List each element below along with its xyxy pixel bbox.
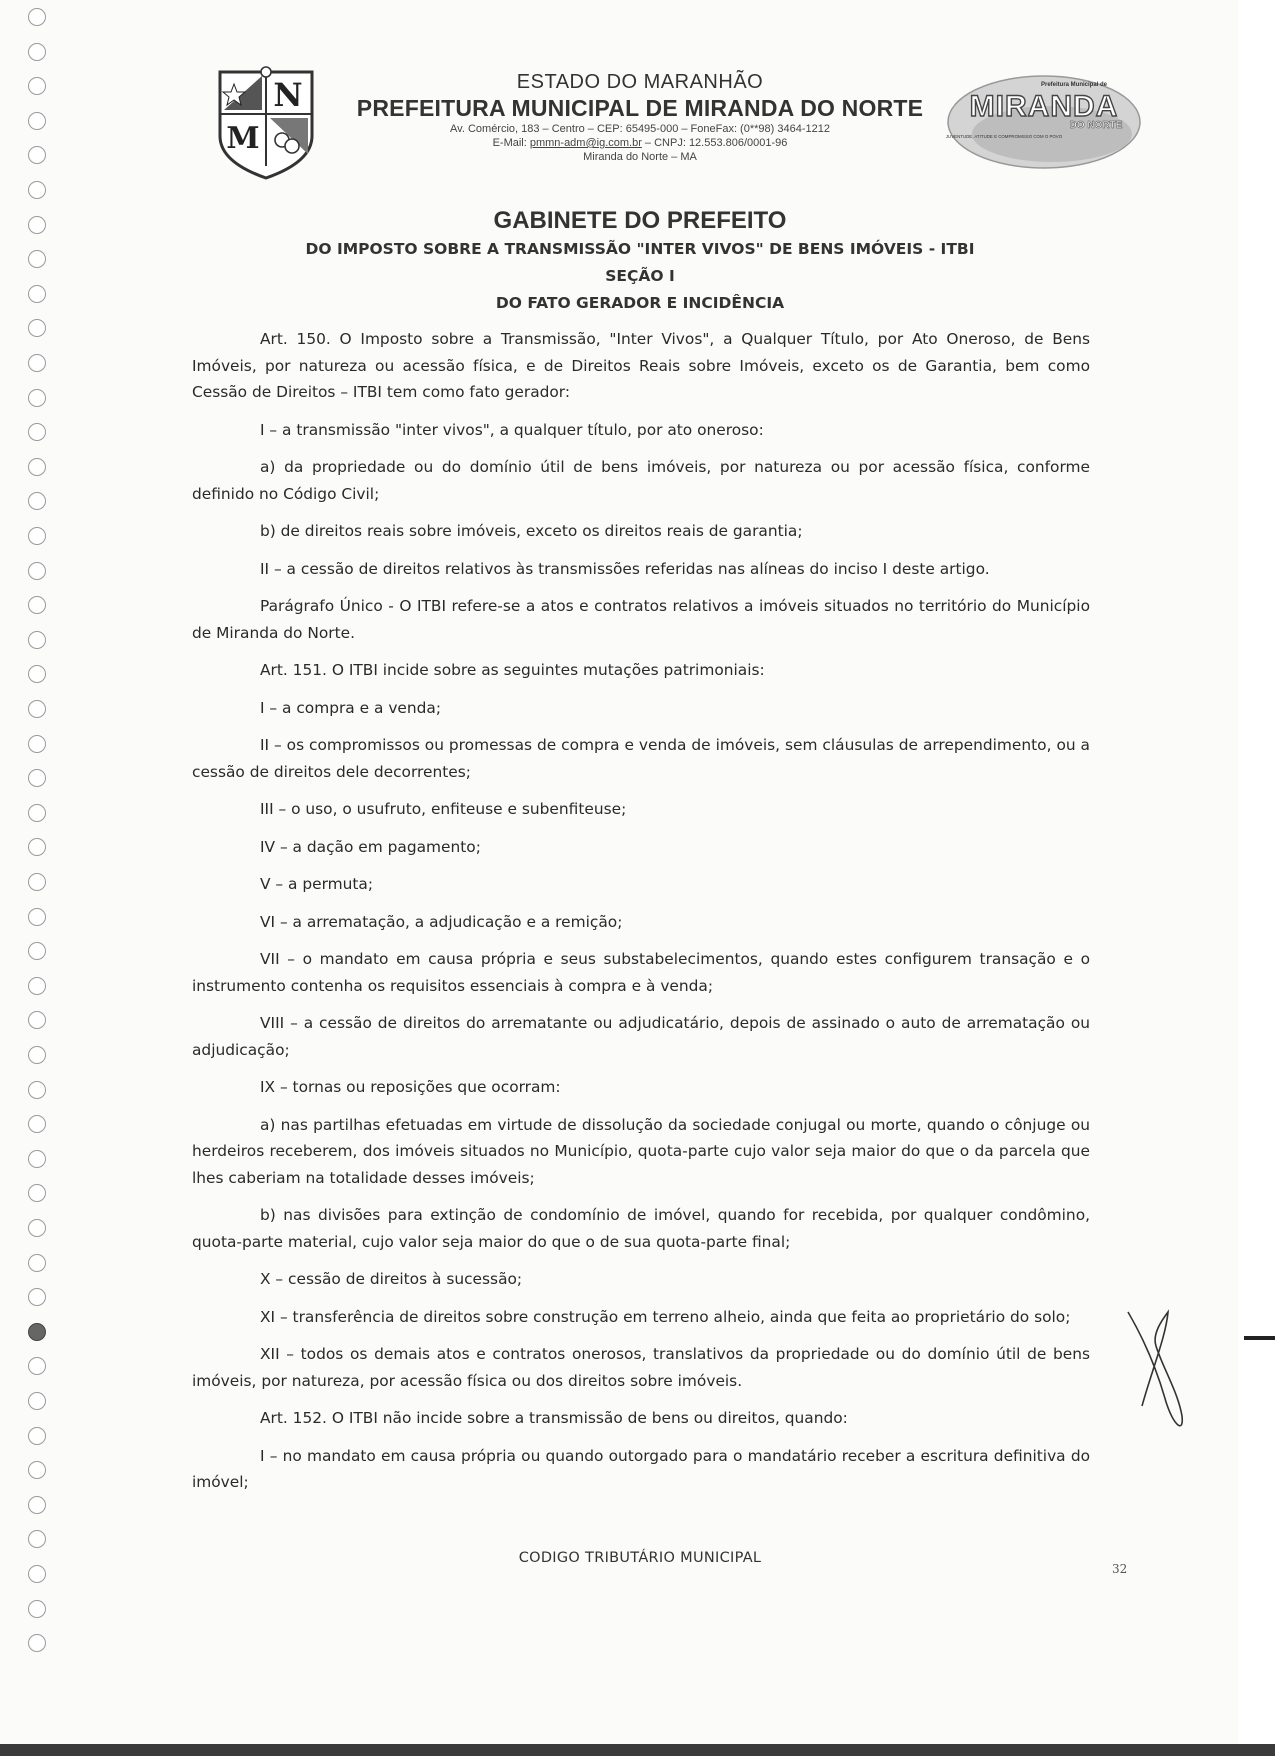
binder-hole: [28, 492, 46, 510]
state-name: ESTADO DO MARANHÃO: [516, 71, 764, 93]
crest-letter-m: M: [226, 121, 260, 156]
binder-hole: [28, 1357, 46, 1375]
paragraph: IV – a dação em pagamento;: [260, 837, 481, 856]
binder-holes: [22, 0, 52, 1756]
brand-tagline: JUVENTUDE, ATITUDE E COMPROMISSO COM O POVO: [945, 134, 1063, 139]
binder-hole: [28, 319, 46, 337]
binder-hole: [28, 804, 46, 822]
binder-hole: [28, 43, 46, 61]
page-number: 32: [1112, 1562, 1128, 1576]
paragraph: V – a permuta;: [260, 875, 374, 893]
binder-hole: [28, 112, 46, 130]
paragraph: a) nas partilhas efetuadas em virtude de dissolução da sociedade conjugal ou morte, quando o cônjuge ou herdeiros receberem, dos imóveis situados no Município, quota-parte cujo valor seja maior do que o da parcela que lhes caberiam na totalidade desses imóveis;: [192, 1115, 1090, 1187]
crest-letter-n: N: [273, 76, 303, 114]
binder-hole: [28, 354, 46, 372]
paragraph: VIII – a cessão de direitos do arrematante ou adjudicatário, depois de assinado o auto de arrematação ou adjudicação;: [192, 1014, 1090, 1059]
paragraph: XII – todos os demais atos e contratos onerosos, translativos da propriedade ou do domínio útil de bens imóveis, por natureza, por acessão física ou dos direitos sobre imóveis.: [192, 1345, 1090, 1390]
binder-hole: [28, 1634, 46, 1652]
binder-hole: [28, 700, 46, 718]
binder-hole: [28, 1565, 46, 1583]
title-block: [190, 206, 1090, 317]
binder-hole: [28, 146, 46, 164]
binder-hole: [28, 527, 46, 545]
binder-hole: [28, 1600, 46, 1618]
binder-hole: [28, 1219, 46, 1237]
footer-title: CODIGO TRIBUTÁRIO MUNICIPAL: [518, 1550, 762, 1566]
paragraph: I – a compra e a venda;: [260, 698, 442, 717]
binder-hole: [28, 1530, 46, 1548]
binder-hole: [28, 8, 46, 26]
paragraph: I – no mandato em causa própria ou quando outorgado para o mandatário receber a escritura definitiva do imóvel;: [192, 1446, 1090, 1491]
office-title: GABINETE DO PREFEITO: [493, 207, 787, 234]
binder-hole: [28, 181, 46, 199]
edge-mark: [1244, 1336, 1275, 1340]
paragraph: II – os compromissos ou promessas de compra e venda de imóveis, sem cláusulas de arrependimento, ou a cessão de direitos dele decorrentes;: [192, 736, 1090, 781]
binder-hole: [28, 1150, 46, 1168]
paragraph: VI – a arrematação, a adjudicação e a remição;: [260, 912, 623, 931]
binder-hole: [28, 908, 46, 926]
letterhead: [330, 70, 950, 164]
binder-hole: [28, 1427, 46, 1445]
paragraph: Parágrafo Único - O ITBI refere-se a atos e contratos relativos a imóveis situados no território do Município de Miranda do Norte.: [192, 597, 1090, 642]
binder-hole: [28, 596, 46, 614]
binder-hole: [28, 458, 46, 476]
miranda-brand-logo: [944, 68, 1142, 172]
contact-line: [330, 136, 950, 150]
binder-hole: [28, 1323, 46, 1341]
brand-name: MIRANDA: [969, 90, 1119, 123]
binder-hole: [28, 1081, 46, 1099]
binder-hole: [28, 1046, 46, 1064]
binder-hole: [28, 873, 46, 891]
binder-hole: [28, 977, 46, 995]
binder-hole: [28, 631, 46, 649]
binder-hole: [28, 1011, 46, 1029]
binder-hole: [28, 1184, 46, 1202]
paragraph: X – cessão de direitos à sucessão;: [260, 1270, 523, 1288]
cnpj: – CNPJ: 12.553.806/0001-96: [641, 137, 788, 149]
binder-hole: [28, 838, 46, 856]
binder-hole: [28, 1254, 46, 1272]
binder-hole: [28, 216, 46, 234]
brand-suffix: DO NORTE: [1069, 120, 1123, 131]
page-edge: [1238, 0, 1275, 1756]
scan-border: [0, 1744, 1275, 1756]
paragraph: II – a cessão de direitos relativos às transmissões referidas nas alíneas do inciso I deste artigo.: [260, 559, 990, 578]
section-heading: SEÇÃO I: [605, 267, 675, 285]
binder-hole: [28, 735, 46, 753]
binder-hole: [28, 250, 46, 268]
binder-hole: [28, 1392, 46, 1410]
binder-hole: [28, 665, 46, 683]
brand-top: Prefeitura Municipal de: [1040, 82, 1108, 88]
prefeitura-name: PREFEITURA MUNICIPAL DE MIRANDA DO NORTE: [356, 95, 924, 121]
binder-hole: [28, 1496, 46, 1514]
paragraph: b) nas divisões para extinção de condomínio de imóvel, quando for recebida, por qualquer condômino, quota-parte material, cujo valor seja maior do que o de sua quota-parte final;: [192, 1206, 1090, 1251]
binder-hole: [28, 423, 46, 441]
binder-hole: [28, 942, 46, 960]
paragraph: b) de direitos reais sobre imóveis, exceto os direitos reais de garantia;: [260, 522, 803, 540]
binder-hole: [28, 769, 46, 787]
binder-hole: [28, 285, 46, 303]
binder-hole: [28, 77, 46, 95]
binder-hole: [28, 1115, 46, 1133]
chapter-heading: DO IMPOSTO SOBRE A TRANSMISSÃO "INTER VIVOS" DE BENS IMÓVEIS - ITBI: [305, 240, 975, 258]
paragraph: VII – o mandato em causa própria e seus substabelecimentos, quando estes configurem transação e o instrumento contenha os requisitos essenciais à compra e à venda;: [192, 950, 1090, 995]
paragraph: III – o uso, o usufruto, enfiteuse e subenfiteuse;: [260, 800, 627, 818]
binder-hole: [28, 562, 46, 580]
city-line: Miranda do Norte – MA: [583, 151, 697, 163]
binder-hole: [28, 389, 46, 407]
paragraph: XI – transferência de direitos sobre construção em terreno alheio, ainda que feita ao proprietário do solo;: [260, 1307, 1071, 1326]
paragraph: IX – tornas ou reposições que ocorram:: [260, 1078, 561, 1096]
handwritten-signature: [1122, 1306, 1192, 1436]
paragraph: a) da propriedade ou do domínio útil de bens imóveis, por natureza ou por acessão física, conforme definido no Código Civil;: [192, 458, 1090, 503]
municipal-crest-logo: [212, 66, 320, 180]
address-line: Av. Comércio, 183 – Centro – CEP: 65495-000 – FoneFax: (0**98) 3464-1212: [450, 123, 830, 135]
paragraph: Art. 152. O ITBI não incide sobre a transmissão de bens ou direitos, quando:: [260, 1409, 848, 1427]
paragraph: I – a transmissão "inter vivos", a qualquer título, por ato oneroso:: [260, 420, 764, 439]
binder-hole: [28, 1461, 46, 1479]
email-label: E-Mail:: [492, 137, 530, 149]
paragraph: Art. 151. O ITBI incide sobre as seguintes mutações patrimoniais:: [260, 661, 765, 679]
binder-hole: [28, 1288, 46, 1306]
paragraph: Art. 150. O Imposto sobre a Transmissão, "Inter Vivos", a Qualquer Título, por Ato Oneroso, de Bens Imóveis, por natureza ou acessão física, e de Direitos Reais sobre Imóveis, exceto os de Garantia, bem como Cessão de Direitos – ITBI tem como fato gerador:: [192, 330, 1090, 401]
document-body: [192, 326, 1090, 1507]
email-link[interactable]: pmmn-adm@ig.com.br: [529, 137, 642, 149]
subsection-heading: DO FATO GERADOR E INCIDÊNCIA: [495, 294, 785, 312]
